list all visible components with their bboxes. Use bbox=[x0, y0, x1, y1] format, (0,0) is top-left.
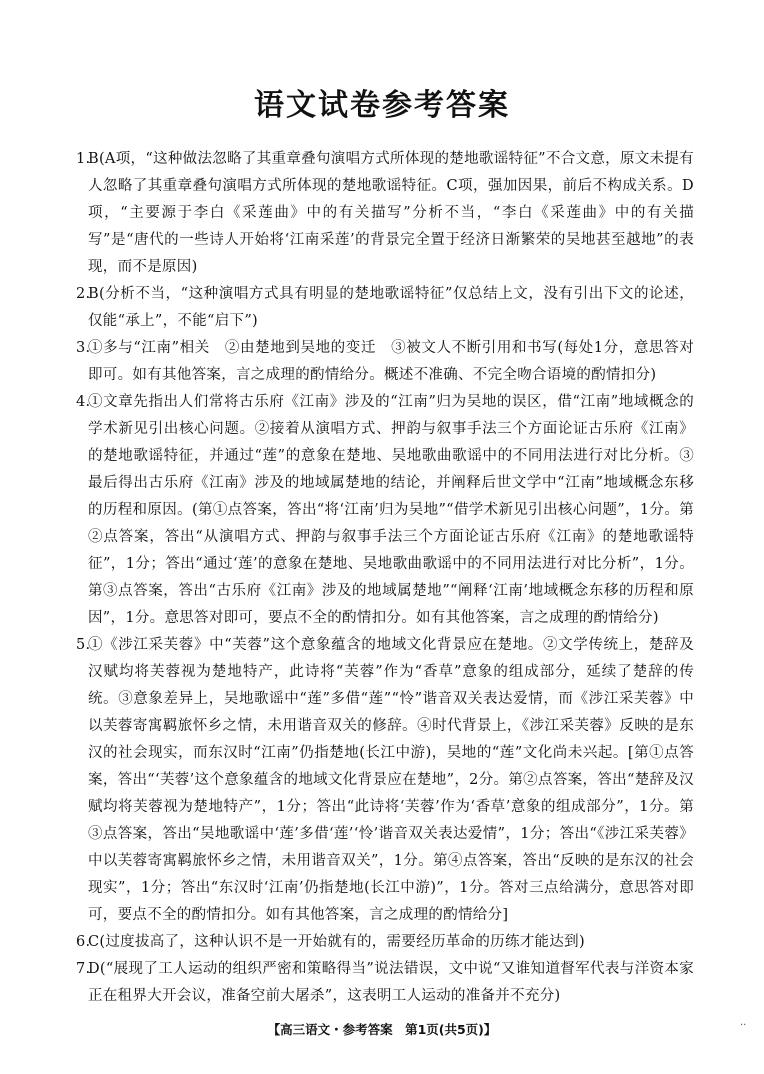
answer-text: C(过度拔高了，这种认识不是一开始就有的，需要经历革命的历练才能达到) bbox=[88, 934, 585, 950]
answer-item-1 bbox=[76, 146, 694, 281]
answer-number: 1. bbox=[76, 151, 91, 167]
page-title: 语文试卷参考答案 bbox=[254, 88, 510, 123]
answer-item-3 bbox=[76, 335, 694, 389]
answer-item-4 bbox=[76, 389, 694, 632]
page-footer: 【高三语文・参考答案 第1页(共5页)】 bbox=[267, 1022, 497, 1037]
answer-item-7 bbox=[76, 956, 694, 1010]
answer-number: 3. bbox=[76, 340, 91, 356]
corner-mark: ·· bbox=[740, 1020, 747, 1031]
answer-number: 7. bbox=[76, 961, 91, 977]
answer-number: 2. bbox=[76, 286, 91, 302]
answer-number: 5. bbox=[76, 637, 91, 653]
answer-item-2 bbox=[76, 281, 694, 335]
answer-text: B(分析不当，“这种演唱方式具有明显的楚地歌谣特征”仅总结上文，没有引出下文的论述，仅能“承上”，不能“启下”) bbox=[88, 286, 694, 329]
answer-number: 6. bbox=[76, 934, 91, 950]
answer-text: B(A项，“这种做法忽略了其重章叠句演唱方式所体现的楚地歌谣特征”不合文意，原文未提有人忽略了其重章叠句演唱方式所体现的楚地歌谣特征。C项，强加因果，前后不构成关系。D项，“主要源于李白《采莲曲》中的有关描写”分析不当，“李白《采莲曲》中的有关描写”是“唐代的一些诗人开始将‘江南采莲’的背景完全置于经济日渐繁荣的吴地甚至越地”的表现，而不是原因) bbox=[88, 151, 694, 275]
answer-item-5 bbox=[76, 632, 694, 929]
answer-number: 4. bbox=[76, 394, 91, 410]
answer-item-6 bbox=[76, 929, 694, 956]
answer-text: ①《涉江采芙蓉》中“芙蓉”这个意象蕴含的地域文化背景应在楚地。②文学传统上，楚辞及汉赋均将芙蓉视为楚地特产，此诗将“芙蓉”作为“香草”意象的组成部分，延续了楚辞的传统。③意象差异上，吴地歌谣中“莲”多借“莲”“怜”谐音双关表达爱情，而《涉江采芙蓉》中以芙蓉寄寓羁旅怀乡之情，未用谐音双关的修辞。④时代背景上，《涉江采芙蓉》反映的是东汉的社会现实，而东汉时“江南”仍指楚地(长江中游)，吴地的“莲”文化尚未兴起。[第①点答案，答出“‘芙蓉’这个意象蕴含的地域文化背景应在楚地”，2分。第②点答案，答出“楚辞及汉赋均将芙蓉视为楚地特产”，1分；答出“此诗将‘芙蓉’作为‘香草’意象的组成部分”，1分。第③点答案，答出“吴地歌谣中‘莲’多借‘莲’‘怜’谐音双关表达爱情”，1分；答出“《涉江采芙蓉》中以芙蓉寄寓羁旅怀乡之情，未用谐音双关”，1分。第④点答案，答出“反映的是东汉的社会现实”，1分；答出“东汉时‘江南’仍指楚地(长江中游)”，1分。答对三点给满分，意思答对即可，要点不全的酌情扣分。如有其他答案，言之成理的酌情给分] bbox=[88, 637, 694, 923]
answer-list bbox=[76, 146, 694, 1010]
answer-text: ①文章先指出人们常将古乐府《江南》涉及的“江南”归为吴地的误区，借“江南”地域概念的学术新见引出核心问题。②接着从演唱方式、押韵与叙事手法三个方面论证古乐府《江南》的楚地歌谣特征，并通过“莲”的意象在楚地、吴地歌曲歌谣中的不同用法进行对比分析。③最后得出古乐府《江南》涉及的地域属楚地的结论，并阐释后世文学中“江南”地域概念东移的历程和原因。(第①点答案，答出“将‘江南’归为吴地”“借学术新见引出核心问题”，1分。第②点答案，答出“从演唱方式、押韵与叙事手法三个方面论证古乐府《江南》的楚地歌谣特征”，1分；答出“通过‘莲’的意象在楚地、吴地歌曲歌谣中的不同用法进行对比分析”，1分。第③点答案，答出“古乐府《江南》涉及的地域属楚地”“阐释‘江南’地域概念东移的历程和原因”，1分。意思答对即可，要点不全的酌情扣分。如有其他答案，言之成理的酌情给分) bbox=[88, 394, 694, 626]
answer-text: D(“展现了工人运动的组织严密和策略得当”说法错误，文中说“又谁知道督军代表与洋资本家正在租界大开会议，准备空前大屠杀”，这表明工人运动的准备并不充分) bbox=[88, 961, 694, 1004]
answer-text: ①多与“江南”相关 ②由楚地到吴地的变迁 ③被文人不断引用和书写(每处1分，意思答对即可。如有其他答案，言之成理的酌情给分。概述不准确、不完全吻合语境的酌情扣分) bbox=[88, 340, 694, 383]
